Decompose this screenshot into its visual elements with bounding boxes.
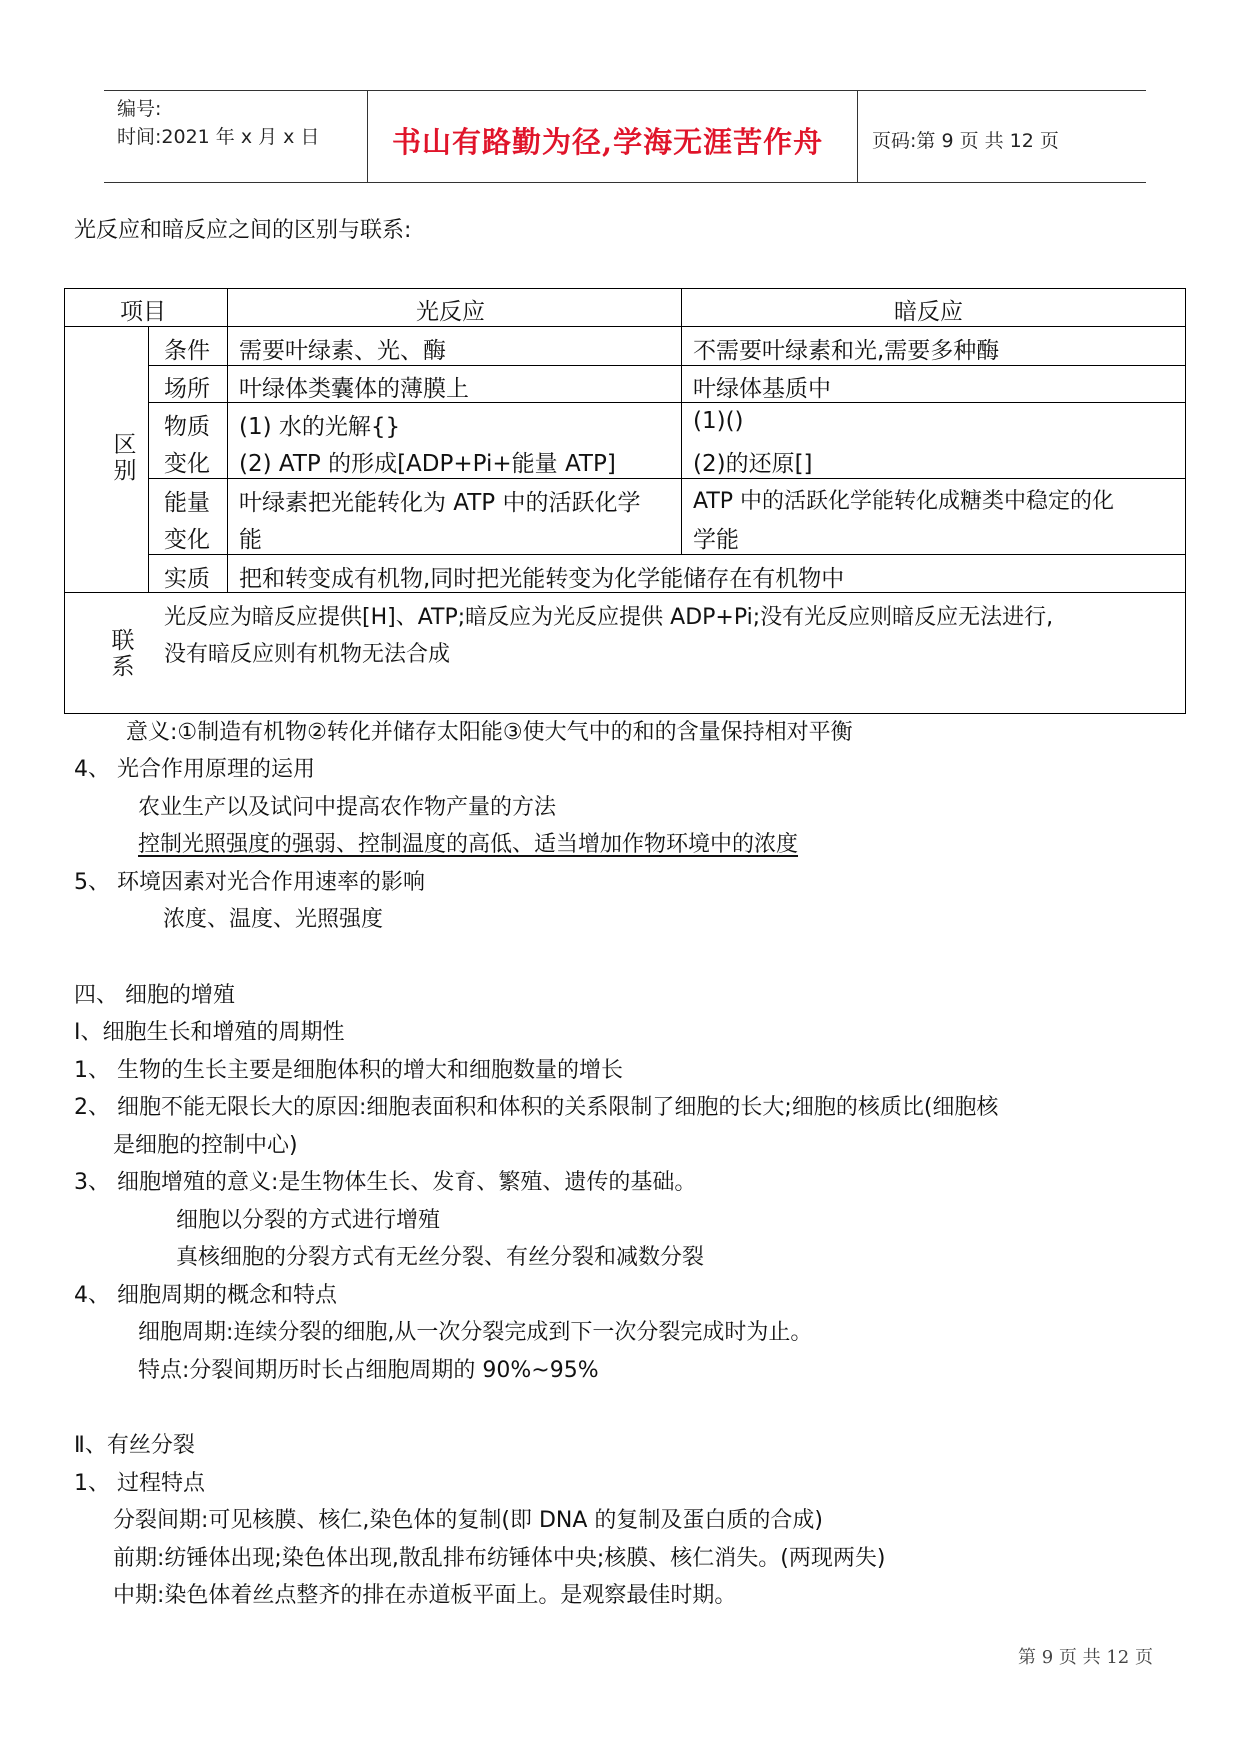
page-footer: 第 9 页 共 12 页 bbox=[1018, 1647, 1153, 1668]
row-place-dark: 叶绿体基质中 bbox=[693, 376, 831, 402]
header-light-reaction: 光反应 bbox=[416, 299, 485, 325]
row-energy-dark-2: 学能 bbox=[693, 527, 739, 553]
row-energy-light-1: 叶绿素把光能转化为 ATP 中的活跃化学 bbox=[239, 490, 641, 516]
header-page-code: 页码:第 9 页 共 12 页 bbox=[872, 130, 1059, 152]
row-place-light: 叶绿体类囊体的薄膜上 bbox=[239, 376, 469, 402]
point-4-line-a: 细胞周期:连续分裂的细胞,从一次分裂完成到下一次分裂完成时为止。 bbox=[138, 1320, 813, 1345]
header-bottom-rule bbox=[104, 182, 1146, 183]
item-4-line-a: 农业生产以及试问中提高农作物产量的方法 bbox=[138, 795, 557, 820]
header-dark-reaction: 暗反应 bbox=[894, 299, 963, 325]
item-5-line-a: 浓度、温度、光照强度 bbox=[163, 907, 384, 932]
comparison-table bbox=[64, 288, 1186, 714]
row-energy-dark-1: ATP 中的活跃化学能转化成糖类中稳定的化 bbox=[693, 489, 1115, 514]
header-divider-right bbox=[857, 90, 858, 182]
row-condition-label: 条件 bbox=[164, 338, 210, 364]
row-condition-dark: 不需要叶绿素和光,需要多种酶 bbox=[693, 338, 1000, 364]
subsection-II-heading: Ⅱ、有丝分裂 bbox=[74, 1433, 195, 1458]
mitosis-metaphase: 中期:染色体着丝点整齐的排在赤道板平面上。是观察最佳时期。 bbox=[113, 1583, 737, 1608]
mitosis-interphase: 分裂间期:可见核膜、核仁,染色体的复制(即 DNA 的复制及蛋白质的合成) bbox=[113, 1508, 824, 1533]
row-relation-line-1: 光反应为暗反应提供[H]、ATP;暗反应为光反应提供 ADP+Pi;没有光反应则暗反应无法进行, bbox=[164, 605, 1054, 630]
mitosis-prophase: 前期:纺锤体出现;染色体出现,散乱排布纺锤体中央;核膜、核仁消失。(两现两失) bbox=[113, 1546, 886, 1571]
point-3-line-a: 细胞以分裂的方式进行增殖 bbox=[176, 1208, 441, 1233]
row-matter-dark-2: (2)的还原[] bbox=[693, 451, 813, 477]
row-condition-light: 需要叶绿素、光、酶 bbox=[239, 338, 446, 364]
section-title: 光反应和暗反应之间的区别与联系: bbox=[74, 218, 412, 243]
row-matter-dark-1: (1)() bbox=[693, 408, 744, 434]
heading-item-4: 4、 光合作用原理的运用 bbox=[74, 757, 315, 782]
row-matter-light-2: (2) ATP 的形成[ADP+Pi+能量 ATP] bbox=[239, 451, 616, 477]
mitosis-point-1: 1、 过程特点 bbox=[74, 1471, 205, 1496]
group-difference-label: 区别 bbox=[113, 432, 137, 484]
point-1: 1、 生物的生长主要是细胞体积的增大和细胞数量的增长 bbox=[74, 1058, 623, 1083]
header-item: 项目 bbox=[120, 299, 166, 325]
section-4-heading: 四、 细胞的增殖 bbox=[74, 983, 235, 1008]
row-relation-line-2: 没有暗反应则有机物无法合成 bbox=[164, 642, 451, 667]
point-3: 3、 细胞增殖的意义:是生物体生长、发育、繁殖、遗传的基础。 bbox=[74, 1170, 697, 1195]
heading-item-5: 5、 环境因素对光合作用速率的影响 bbox=[74, 870, 425, 895]
point-4: 4、 细胞周期的概念和特点 bbox=[74, 1283, 337, 1308]
row-energy-label-2: 变化 bbox=[164, 527, 210, 553]
document-time: 时间:2021 年 x 月 x 日 bbox=[117, 126, 320, 148]
point-2-line-a: 2、 细胞不能无限长大的原因:细胞表面积和体积的关系限制了细胞的长大;细胞的核质比(细胞核 bbox=[74, 1095, 999, 1120]
row-essence-text: 把和转变成有机物,同时把光能转变为化学能储存在有机物中 bbox=[239, 566, 845, 592]
header-motto: 书山有路勤为径,学海无涯苦作舟 bbox=[392, 125, 824, 159]
row-energy-light-2: 能 bbox=[239, 527, 262, 553]
group-relation-label: 联系 bbox=[111, 628, 135, 680]
subsection-I-heading: Ⅰ、细胞生长和增殖的周期性 bbox=[74, 1020, 345, 1045]
point-2-line-b: 是细胞的控制中心) bbox=[113, 1133, 298, 1158]
row-essence-label: 实质 bbox=[164, 566, 210, 592]
row-place-label: 场所 bbox=[164, 376, 210, 402]
point-4-line-b: 特点:分裂间期历时长占细胞周期的 90%~95% bbox=[138, 1358, 599, 1383]
row-matter-light-1: (1) 水的光解{} bbox=[239, 414, 401, 440]
meaning-line: 意义:①制造有机物②转化并储存太阳能③使大气中的和的含量保持相对平衡 bbox=[126, 720, 853, 745]
row-matter-label-1: 物质 bbox=[164, 414, 210, 440]
document-number-label: 编号: bbox=[117, 98, 162, 120]
row-matter-label-2: 变化 bbox=[164, 451, 210, 477]
point-3-line-b: 真核细胞的分裂方式有无丝分裂、有丝分裂和减数分裂 bbox=[176, 1245, 705, 1270]
header-top-rule bbox=[104, 90, 1146, 91]
item-4-line-b: 控制光照强度的强弱、控制温度的高低、适当增加作物环境中的浓度 bbox=[138, 832, 799, 857]
row-energy-label-1: 能量 bbox=[164, 490, 210, 516]
header-divider-left bbox=[367, 90, 368, 182]
